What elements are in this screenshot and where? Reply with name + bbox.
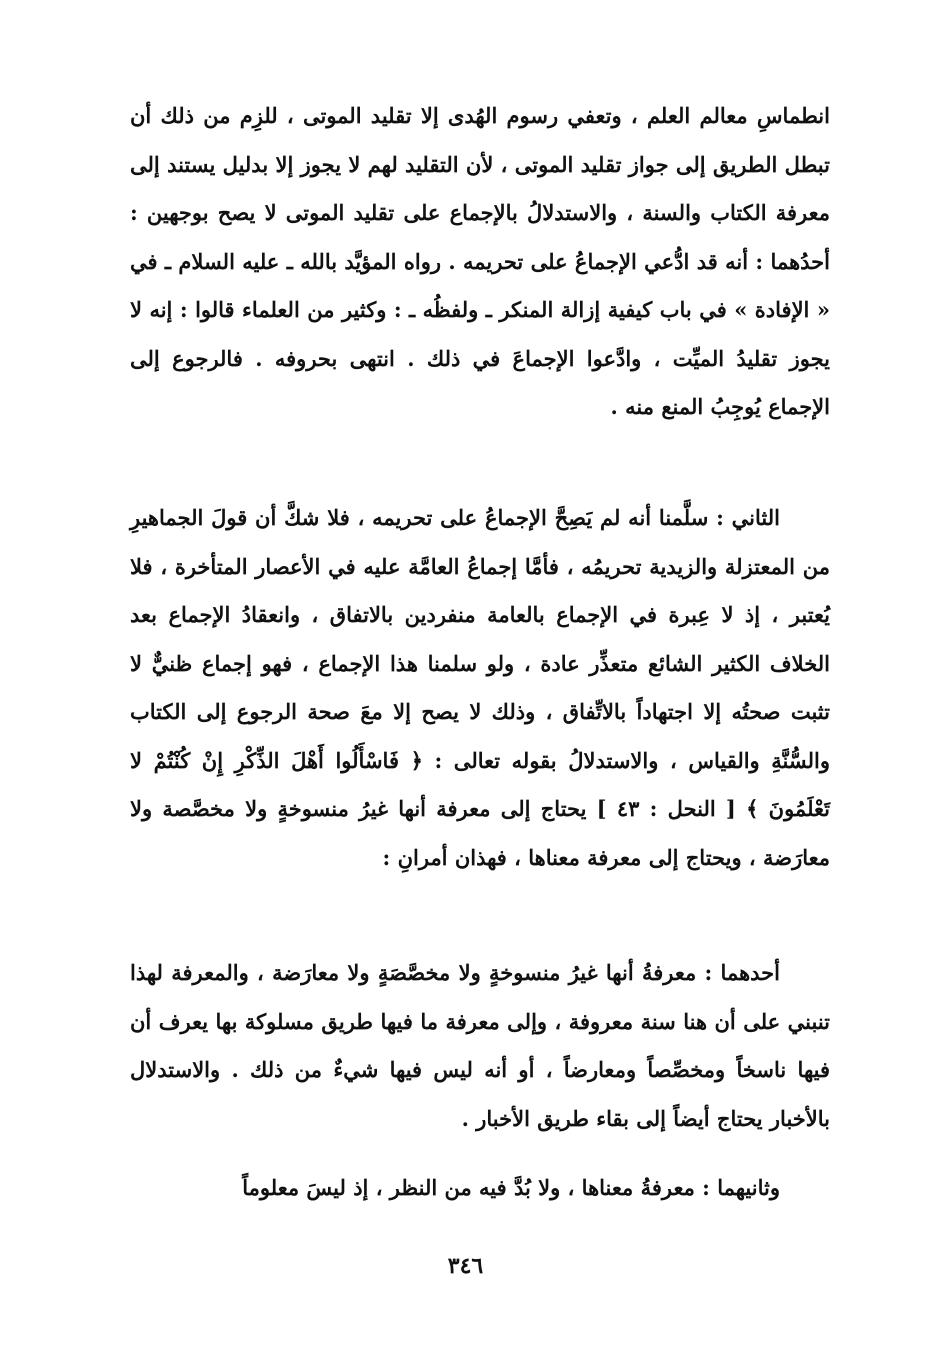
paragraph-2: الثاني : سلَّمنا أنه لم يَصِحَّ الإجماعُ على تحريمه ، فلا شكَّ أن قولَ الجماهيرِ من المعتزلة والزيدية تحريمُه ، فأمَّا إجماعُ العامَّة عليه في الأعصار المتأخرة ، فلا يُعتبر ، إذ لا عِبرة في الإجماع بالعامة منفردين بالاتفاق ، وانعقادُ الإجماع بعد الخلاف الكثير الشائع متعذِّر عادة ، ولو سلمنا هذا الإجماع ، فهو إجماع ظنيٌّ لا تثبت صحتُه إلا اجتهاداً بالاتِّفاق ، وذلك لا يصح إلا معَ صحة الرجوع إلى الكتاب والسُّنَّةِ والقياس ، والاستدلالُ بقوله تعالى : ﴿ فَاسْأَلُوا أَهْلَ الذِّكْرِ إِنْ كُنْتُمْ لا تَعْلَمُونَ ﴾ [ النحل : ٤٣ ] يحتاج إلى معرفة أنها غيرُ منسوخةٍ ولا مخصَّصة ولا معارَضة ، ويحتاج إلى معرفة معناها ، فهذان أمرانِ : <box>130 505 830 870</box>
text-block-4 <box>130 1164 830 1213</box>
text-block-1 <box>130 92 830 432</box>
page-number: ٣٤٦ <box>447 1253 484 1279</box>
paragraph-4: وثانيهما : معرفةُ معناها ، ولا بُدَّ فيه من النظر ، إذ ليسَ معلوماً <box>242 1175 780 1200</box>
paragraph-1: انطماسِ معالم العلم ، وتعفي رسوم الهُدى إلا تقليد الموتى ، للزِم من ذلك أن تبطل الطريق إلى جواز تقليد الموتى ، لأن التقليد لهم لا يجوز إلا بدليل يستند إلى معرفة الكتاب والسنة ، والاستدلالُ بالإجماع على تقليد الموتى لا يصح بوجهين : أحدُهما : أنه قد ادُّعي الإجماعُ على تحريمه . رواه المؤيَّد بالله ـ عليه السلام ـ في « الإفادة » في باب كيفية إزالة المنكر ـ ولفظُه ـ : وكثير من العلماء قالوا : إنه لا يجوز تقليدُ الميِّت ، وادَّعوا الإجماعَ في ذلك . انتهى بحروفه . فالرجوع إلى الإجماع يُوجِبُ المنع منه . <box>130 103 830 419</box>
text-block-2 <box>130 494 830 882</box>
text-block-3 <box>130 949 830 1143</box>
paragraph-3: أحدهما : معرفةُ أنها غيرُ منسوخةٍ ولا مخصَّصَةٍ ولا معارَضة ، والمعرفة لهذا تنبني على أن هنا سنة معروفة ، وإلى معرفة ما فيها طريق مسلوكة بها يعرف أن فيها ناسخاً ومخصِّصاً ومعارضاً ، أو أنه ليس فيها شيءٌ من ذلك . والاستدلال بالأخبار يحتاج أيضاً إلى بقاء طريق الأخبار . <box>130 960 830 1131</box>
